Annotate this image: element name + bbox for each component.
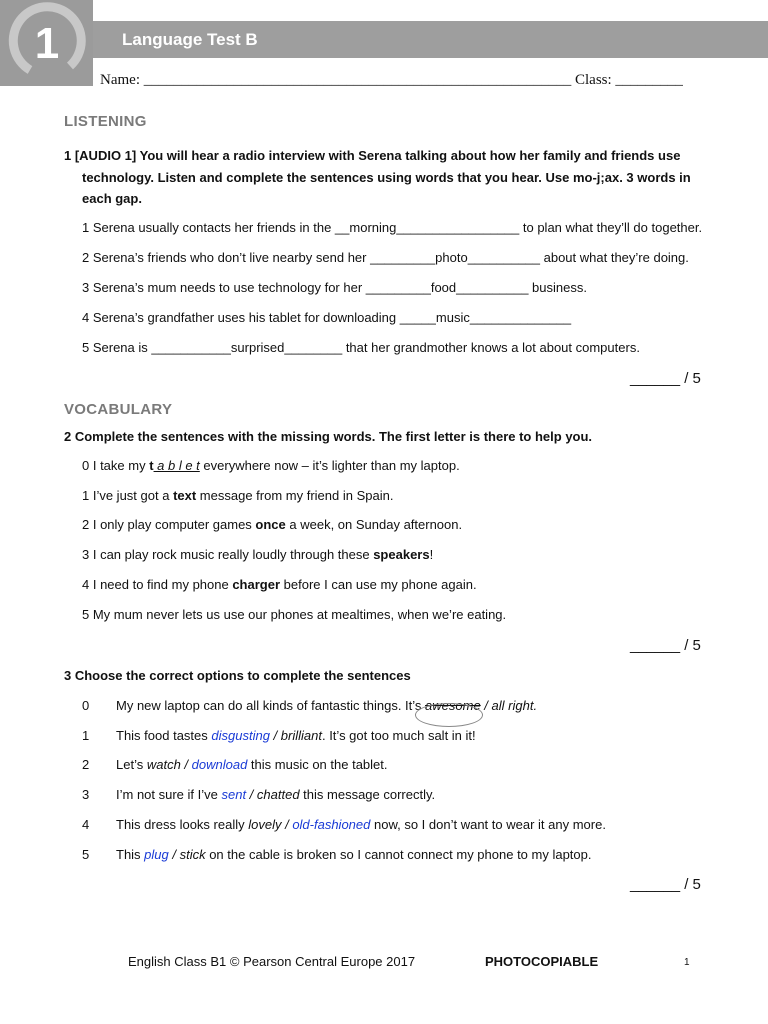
option-separator: / (281, 817, 293, 832)
grammar-item-number: 1 (82, 728, 90, 743)
option-a[interactable]: watch (146, 757, 181, 772)
listening-score: ______ / 5 (630, 370, 701, 387)
grammar-text: This (116, 847, 145, 862)
option-b[interactable]: stick (179, 847, 206, 862)
option-a[interactable]: awesome (425, 698, 481, 713)
section-heading-listening: LISTENING (64, 113, 147, 130)
grammar-item-number: 5 (82, 847, 90, 862)
unit-number: 1 (34, 19, 60, 68)
vocab-answer: a b l e t (153, 458, 200, 473)
class-blank[interactable]: _________ (615, 72, 683, 88)
vocab-answer: charger (232, 577, 281, 592)
grammar-item-2 (116, 757, 388, 772)
vocab-text: 0 I take my (82, 458, 150, 473)
vocab-item-3 (82, 547, 433, 562)
vocabulary-instruction: 2 Complete the sentences with the missing words. The first letter is there to help you. (64, 429, 593, 444)
instruction-line: each gap. (82, 191, 142, 206)
grammar-item-4 (116, 817, 606, 832)
answer-circle-mark (415, 703, 483, 727)
option-separator: / (269, 728, 281, 743)
vocab-answer: speakers (373, 547, 430, 562)
name-class-row (100, 72, 700, 89)
grammar-item-number: 0 (82, 698, 90, 713)
vocab-first-letter: t (149, 458, 154, 473)
vocab-text: before I can use my phone again. (280, 577, 477, 592)
grammar-text: this music on the tablet. (247, 757, 388, 772)
option-separator: / (246, 787, 257, 802)
option-b[interactable]: chatted (256, 787, 300, 802)
grammar-item-5 (116, 847, 592, 862)
page-title: Language Test B (122, 30, 258, 49)
vocab-answer: once (255, 517, 286, 532)
vocab-text: 3 I can play rock music really loudly through these (82, 547, 374, 562)
footer-page-number: 1 (684, 957, 690, 968)
option-separator: / (168, 847, 180, 862)
vocab-text: 2 I only play computer games (82, 517, 256, 532)
vocab-text: 1 I’ve just got a (82, 488, 174, 503)
vocab-text: 4 I need to find my phone (82, 577, 233, 592)
grammar-text: on the cable is broken so I cannot connect my phone to my laptop. (205, 847, 592, 862)
footer-copyright: English Class B1 © Pearson Central Europe 2017 (128, 954, 416, 969)
listening-item-2: 2 Serena’s friends who don’t live nearby send her _________photo__________ about what they’re doing. (82, 250, 689, 265)
title-bar (93, 21, 768, 58)
grammar-item-1 (116, 728, 476, 743)
grammar-text: . (533, 698, 538, 713)
instruction-line: 1 [AUDIO 1] You will hear a radio interview with Serena talking about how her family and friends use (64, 148, 681, 163)
footer-photocopiable: PHOTOCOPIABLE (485, 954, 599, 969)
option-b[interactable]: download (191, 757, 248, 772)
listening-item-4: 4 Serena’s grandfather uses his tablet for downloading _____music______________ (82, 310, 572, 325)
grammar-text: Let’s (116, 757, 147, 772)
grammar-text: now, so I don’t want to wear it any more. (370, 817, 606, 832)
vocab-text: 5 My mum never lets us use our phones at mealtimes, when we’re eating. (82, 607, 507, 622)
vocab-answer: text (173, 488, 197, 503)
grammar-score: ______ / 5 (630, 876, 701, 893)
name-blank[interactable]: _________________________________________________________ (143, 72, 572, 88)
unit-badge (0, 0, 93, 86)
vocab-text: message from my friend in Spain. (196, 488, 394, 503)
vocabulary-score: ______ / 5 (630, 637, 701, 654)
option-b[interactable]: all right (491, 698, 534, 713)
option-a[interactable]: sent (221, 787, 247, 802)
grammar-text: . It’s got too much salt in it! (321, 728, 476, 743)
grammar-instruction: 3 Choose the correct options to complete the sentences (64, 668, 411, 683)
listening-item-1: 1 Serena usually contacts her friends in the __morning_________________ to plan what they’ll do together. (82, 220, 703, 235)
grammar-text: This food tastes (116, 728, 212, 743)
listening-item-5: 5 Serena is ___________surprised________ that her grandmother knows a lot about computers. (82, 340, 640, 355)
option-separator: / (480, 698, 492, 713)
name-label: Name: (100, 72, 140, 88)
option-b[interactable]: brilliant (280, 728, 322, 743)
grammar-text: I’m not sure if I’ve (116, 787, 222, 802)
option-a[interactable]: lovely (248, 817, 282, 832)
listening-item-3: 3 Serena’s mum needs to use technology for her _________food__________ business. (82, 280, 587, 295)
vocab-text: everywhere now – it’s lighter than my laptop. (199, 458, 460, 473)
option-b[interactable]: old-fashioned (292, 817, 371, 832)
grammar-text: This dress looks really (116, 817, 249, 832)
instruction-line: technology. Listen and complete the sentences using words that you hear. Use mo-j;ax. 3 words in (82, 169, 691, 185)
grammar-text: this message correctly. (299, 787, 436, 802)
vocab-item-4 (82, 577, 477, 592)
vocab-item-5 (82, 607, 506, 622)
vocab-item-1 (82, 488, 393, 503)
vocab-item-0 (82, 458, 460, 473)
grammar-item-3 (116, 787, 435, 802)
listening-instruction (64, 145, 714, 210)
grammar-item-number: 3 (82, 787, 90, 802)
grammar-item-number: 4 (82, 817, 90, 832)
class-label: Class: (574, 72, 612, 88)
vocab-text: ! (429, 547, 434, 562)
grammar-item-number: 2 (82, 757, 90, 772)
unit-number-graphic (0, 0, 93, 86)
option-a[interactable]: plug (144, 847, 169, 862)
section-heading-vocabulary: VOCABULARY (64, 401, 173, 418)
vocab-text: a week, on Sunday afternoon. (285, 517, 463, 532)
option-a[interactable]: disgusting (211, 728, 270, 743)
vocab-item-2 (82, 517, 462, 532)
grammar-text: My new laptop can do all kinds of fantastic things. It’s (116, 698, 426, 713)
option-separator: / (180, 757, 192, 772)
